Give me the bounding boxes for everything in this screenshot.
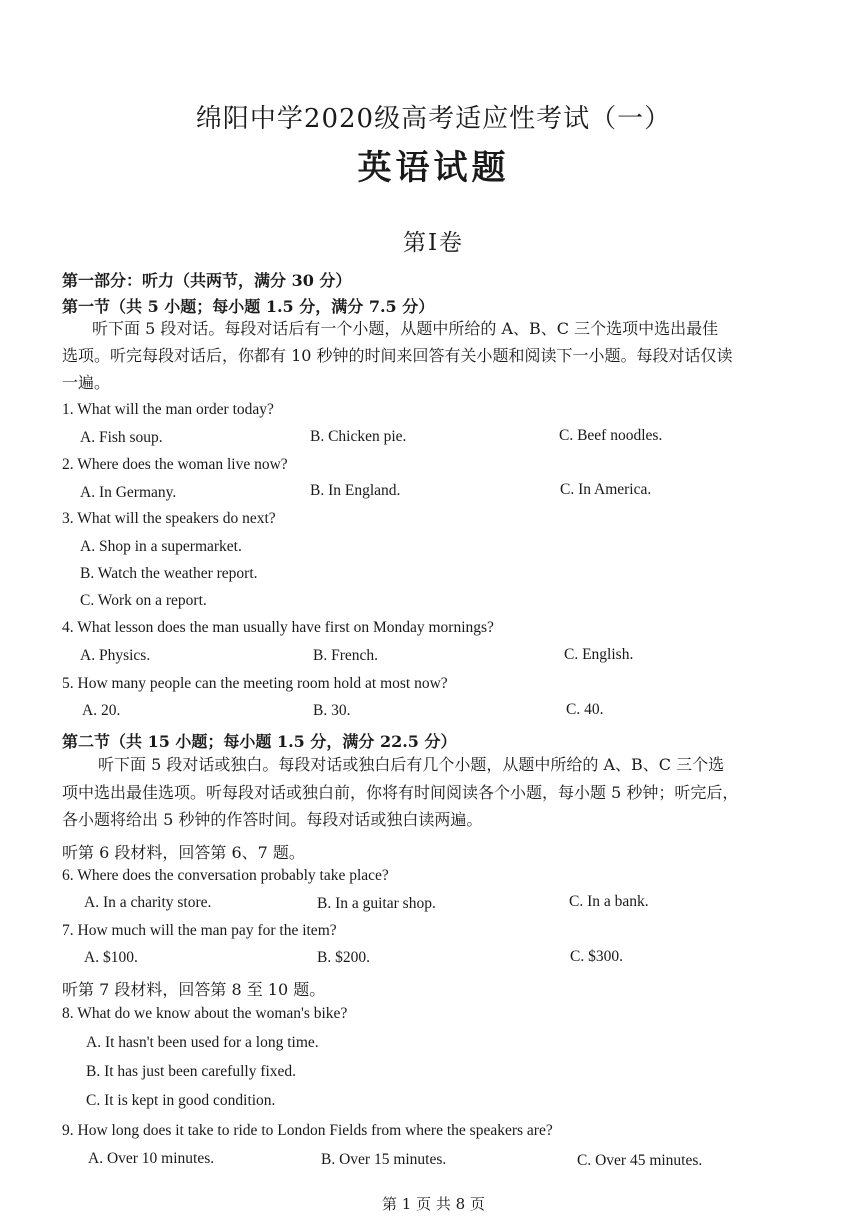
instruction-line: 项中选出最佳选项。听每段对话或独白前，你将有时间阅读各个小题，每小题 5 秒钟；听完后，: [62, 783, 739, 802]
question-stem: 5. How many people can the meeting room hold at most now?: [62, 675, 448, 692]
option-a: A. $100.: [84, 949, 138, 966]
instruction-line: 一遍。: [62, 373, 111, 392]
option-c: C. Over 45 minutes.: [577, 1152, 703, 1169]
instruction-line: 各小题将给出 5 秒钟的作答时间。每段对话或独白读两遍。: [62, 810, 483, 829]
option-a: A. It hasn't been used for a long time.: [86, 1034, 319, 1051]
option-c: C. $300.: [570, 948, 623, 965]
page-footer: 第 1 页 共 8 页: [382, 1195, 485, 1213]
instruction-line: 选项。听完每段对话后，你都有 10 秒钟的时间来回答有关小题和阅读下一小题。每段对话仅读: [62, 346, 733, 365]
option-a: A. Shop in a supermarket.: [80, 538, 242, 555]
option-b: B. It has just been carefully fixed.: [86, 1063, 297, 1080]
subject-title: 英语试题: [357, 148, 510, 188]
option-c: C. Beef noodles.: [559, 427, 663, 444]
material-7-note: 听第 7 段材料，回答第 8 至 10 题。: [62, 980, 326, 999]
section1-heading: 第一节（共 5 小题；每小题 1.5 分，满分 7.5 分）: [62, 297, 435, 316]
option-a: A. Over 10 minutes.: [88, 1150, 215, 1167]
option-a: A. 20.: [82, 702, 121, 719]
option-b: B. Over 15 minutes.: [321, 1151, 447, 1168]
option-a: A. In Germany.: [80, 484, 177, 501]
option-c: C. It is kept in good condition.: [86, 1092, 276, 1109]
option-b: B. 30.: [313, 702, 351, 719]
part1-heading: 第一部分：听力（共两节，满分 30 分）: [62, 271, 352, 290]
question-stem: 8. What do we know about the woman's bike?: [62, 1005, 348, 1022]
option-b: B. Watch the weather report.: [80, 565, 258, 582]
exam-title: 绵阳中学2020级高考适应性考试（一）: [195, 104, 672, 134]
option-c: C. In a bank.: [569, 893, 649, 910]
volume-title: 第Ⅰ卷: [402, 230, 465, 256]
question-stem: 3. What will the speakers do next?: [62, 510, 276, 527]
instruction-line: 听下面 5 段对话。每段对话后有一个小题，从题中所给的 A、B、C 三个选项中选出最佳: [92, 319, 719, 338]
question-stem: 9. How long does it take to ride to London Fields from where the speakers are?: [62, 1122, 553, 1139]
question-stem: 1. What will the man order today?: [62, 401, 274, 418]
option-a: A. Physics.: [80, 647, 151, 664]
option-b: B. French.: [313, 647, 379, 664]
option-c: C. English.: [564, 646, 634, 663]
option-c: C. In America.: [560, 481, 652, 498]
question-stem: 7. How much will the man pay for the item?: [62, 922, 337, 939]
option-b: B. In a guitar shop.: [317, 895, 436, 912]
question-stem: 2. Where does the woman live now?: [62, 456, 288, 473]
question-stem: 6. Where does the conversation probably take place?: [62, 867, 389, 884]
option-b: B. In England.: [310, 482, 401, 499]
material-6-note: 听第 6 段材料，回答第 6、7 题。: [62, 843, 305, 862]
instruction-line: 听下面 5 段对话或独白。每段对话或独白后有几个小题，从题中所给的 A、B、C 三个选: [98, 755, 725, 774]
option-b: B. $200.: [317, 949, 370, 966]
option-a: A. Fish soup.: [80, 429, 163, 446]
option-c: C. 40.: [566, 701, 604, 718]
option-c: C. Work on a report.: [80, 592, 207, 609]
option-a: A. In a charity store.: [84, 894, 212, 911]
option-b: B. Chicken pie.: [310, 428, 407, 445]
question-stem: 4. What lesson does the man usually have first on Monday mornings?: [62, 619, 494, 636]
section2-heading: 第二节（共 15 小题；每小题 1.5 分，满分 22.5 分）: [62, 732, 457, 751]
